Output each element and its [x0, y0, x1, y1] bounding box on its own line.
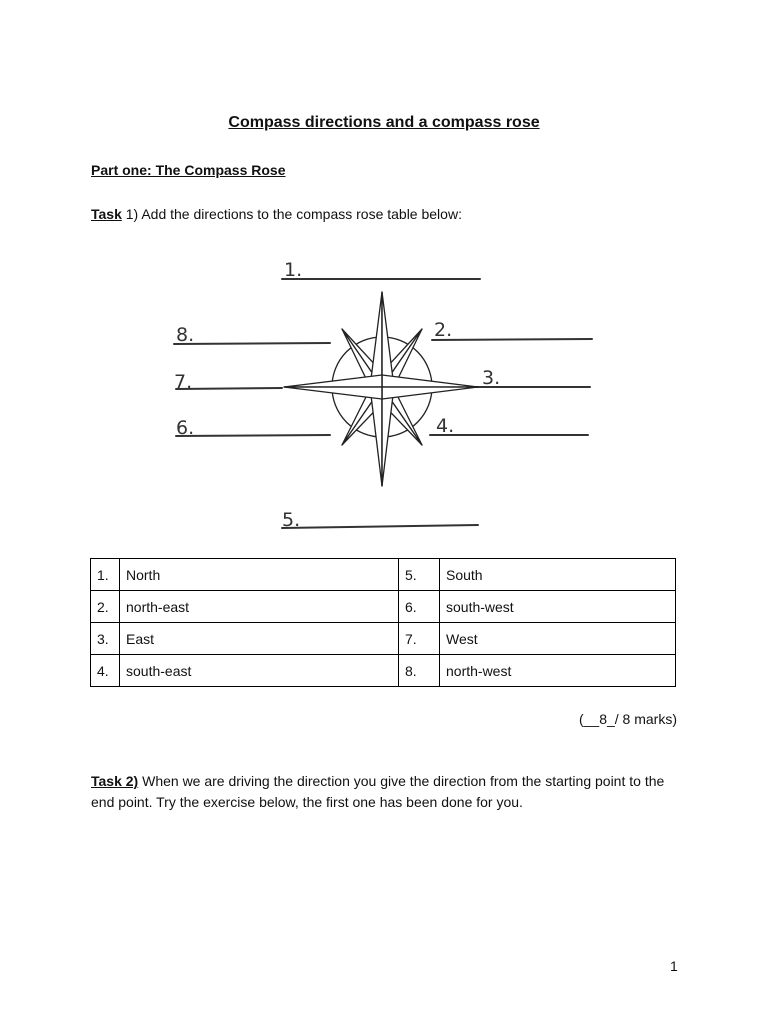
page-number: 1: [670, 958, 678, 974]
table-cell-direction: South: [440, 559, 676, 591]
part-one-heading: Part one: The Compass Rose: [91, 162, 286, 178]
answer-line-5: [282, 525, 478, 528]
table-row: [91, 655, 676, 687]
table-cell-direction: north-west: [440, 655, 676, 687]
label-6: 6.: [176, 417, 195, 439]
table-cell-number: 3.: [91, 623, 120, 655]
label-3: 3.: [482, 367, 501, 389]
directions-table: [90, 558, 676, 687]
table-cell-direction: West: [440, 623, 676, 655]
table-cell-number: 7.: [399, 623, 440, 655]
task-2-instruction: [91, 771, 681, 813]
table-cell-number: 4.: [91, 655, 120, 687]
table-cell-number: 6.: [399, 591, 440, 623]
table-cell-direction: south-east: [120, 655, 399, 687]
task-1-instruction: [91, 206, 462, 222]
compass-rose-drawing: [160, 248, 608, 540]
compass-rose-figure: [160, 248, 608, 540]
table-cell-number: 2.: [91, 591, 120, 623]
answer-line-6: [176, 435, 330, 436]
table-cell-direction: south-west: [440, 591, 676, 623]
answer-line-2: [432, 339, 592, 340]
table-cell-number: 8.: [399, 655, 440, 687]
label-8: 8.: [176, 324, 195, 346]
page-title: Compass directions and a compass rose: [228, 114, 540, 131]
task-1-text: 1) Add the directions to the compass rose table below:: [121, 206, 462, 222]
label-1: 1.: [284, 259, 303, 281]
table-row: [91, 559, 676, 591]
table-row: [91, 623, 676, 655]
marks-score: (__8_/ 8 marks): [578, 711, 677, 727]
label-5: 5.: [282, 509, 301, 531]
table-row: [91, 591, 676, 623]
table-cell-number: 1.: [91, 559, 120, 591]
task-1-label: Task: [91, 206, 122, 222]
table-cell-direction: north-east: [120, 591, 399, 623]
label-2: 2.: [434, 319, 453, 341]
table-cell-number: 5.: [399, 559, 440, 591]
label-4: 4.: [436, 415, 455, 437]
task-2-label: Task 2): [91, 773, 139, 789]
table-cell-direction: North: [120, 559, 399, 591]
table-cell-direction: East: [120, 623, 399, 655]
task-2-text: When we are driving the direction you give the direction from the starting point to the end point. Try the exercise below, the first one has been done for you.: [91, 773, 665, 810]
answer-line-8: [174, 343, 330, 344]
label-7: 7.: [174, 371, 193, 393]
